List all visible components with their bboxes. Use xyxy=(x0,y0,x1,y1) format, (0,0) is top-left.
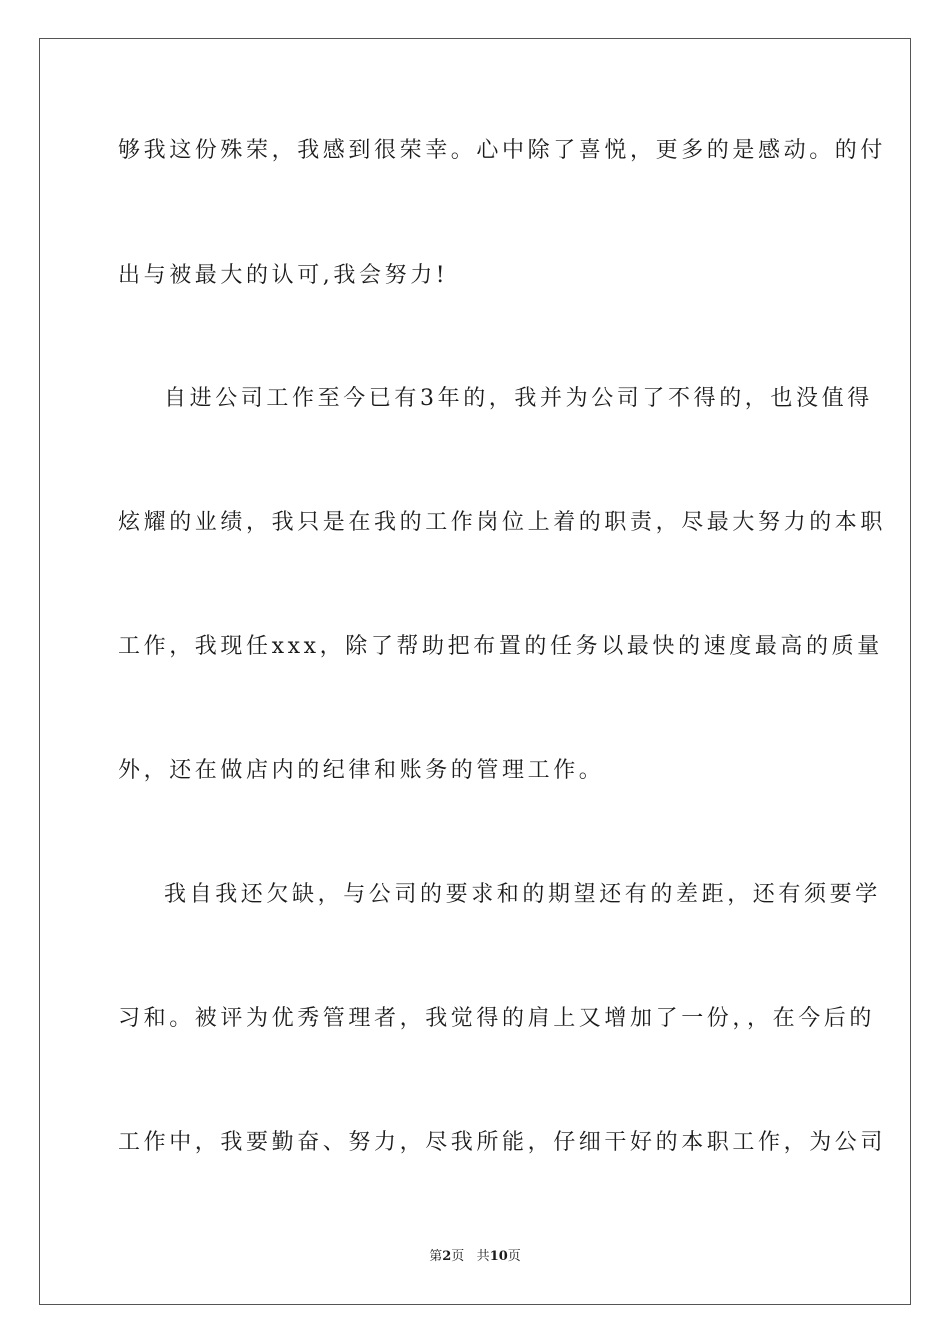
text-line-8: 习和。被评为优秀管理者，我觉得的肩上又增加了一份，，在今后的 xyxy=(118,1006,876,1031)
text-line-2: 出与被最大的认可,我会努力! xyxy=(118,263,449,288)
page-label-suffix: 页 xyxy=(451,1249,465,1264)
text-line-9: 工作中，我要勤奋、努力，尽我所能，仔细干好的本职工作，为公司 xyxy=(118,1130,887,1155)
text-line-7: 我自我还欠缺，与公司的要求和的期望还有的差距，还有须要学 xyxy=(164,882,881,907)
text-line-5: 工作，我现任xxx，除了帮助把布置的任务以最快的速度最高的质量 xyxy=(118,634,883,659)
total-pages: 10 xyxy=(489,1249,508,1264)
text-line-6: 外，还在做店内的纪律和账务的管理工作。 xyxy=(118,758,605,783)
page-border xyxy=(39,38,911,1305)
text-line-1: 够我这份殊荣，我感到很荣幸。心中除了喜悦，更多的是感动。的付 xyxy=(118,138,887,163)
page-label-prefix: 第 xyxy=(429,1249,443,1264)
text-line-3: 自进公司工作至今已有3年的，我并为公司了不得的，也没值得 xyxy=(164,386,873,411)
total-label-suffix: 页 xyxy=(507,1249,521,1264)
page-number: 2 xyxy=(442,1249,452,1264)
text-line-4: 炫耀的业绩，我只是在我的工作岗位上着的职责，尽最大努力的本职 xyxy=(118,510,887,535)
total-label-prefix: 共 xyxy=(476,1249,490,1264)
page-footer xyxy=(0,1248,950,1266)
